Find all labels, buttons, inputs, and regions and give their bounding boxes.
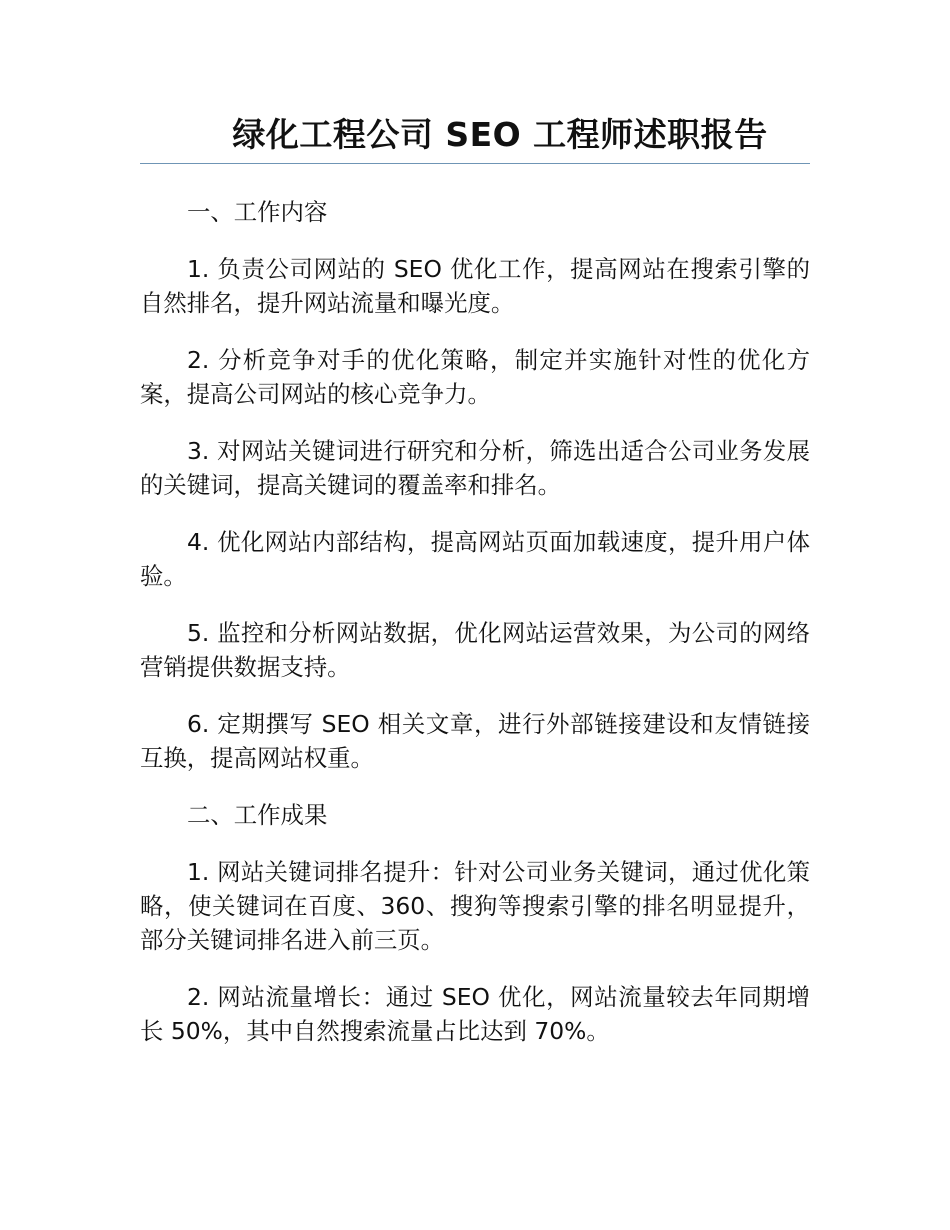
title-divider	[140, 163, 810, 164]
work-content-item: 3. 对网站关键词进行研究和分析，筛选出适合公司业务发展的关键词，提高关键词的覆盖率和排名。	[140, 437, 810, 499]
work-results-item: 1. 网站关键词排名提升：针对公司业务关键词，通过优化策略，使关键词在百度、360、搜狗等搜索引擎的排名明显提升，部分关键词排名进入前三页。	[140, 858, 810, 954]
work-content-item: 1. 负责公司网站的 SEO 优化工作，提高网站在搜索引擎的自然排名，提升网站流量和曝光度。	[140, 255, 810, 317]
section-heading-work-results: 二、工作成果	[187, 801, 328, 829]
work-results-item: 2. 网站流量增长：通过 SEO 优化，网站流量较去年同期增长 50%，其中自然搜索流量占比达到 70%。	[140, 983, 810, 1045]
work-content-item: 5. 监控和分析网站数据，优化网站运营效果，为公司的网络营销提供数据支持。	[140, 619, 810, 681]
work-content-item: 6. 定期撰写 SEO 相关文章，进行外部链接建设和友情链接互换，提高网站权重。	[140, 710, 810, 772]
section-heading-work-content: 一、工作内容	[187, 198, 328, 226]
work-content-item: 4. 优化网站内部结构，提高网站页面加载速度，提升用户体验。	[140, 528, 810, 590]
document-page	[140, 112, 810, 1071]
document-title: 绿化工程公司 SEO 工程师述职报告	[232, 115, 768, 154]
work-content-item: 2. 分析竞争对手的优化策略，制定并实施针对性的优化方案，提高公司网站的核心竞争力。	[140, 346, 810, 408]
